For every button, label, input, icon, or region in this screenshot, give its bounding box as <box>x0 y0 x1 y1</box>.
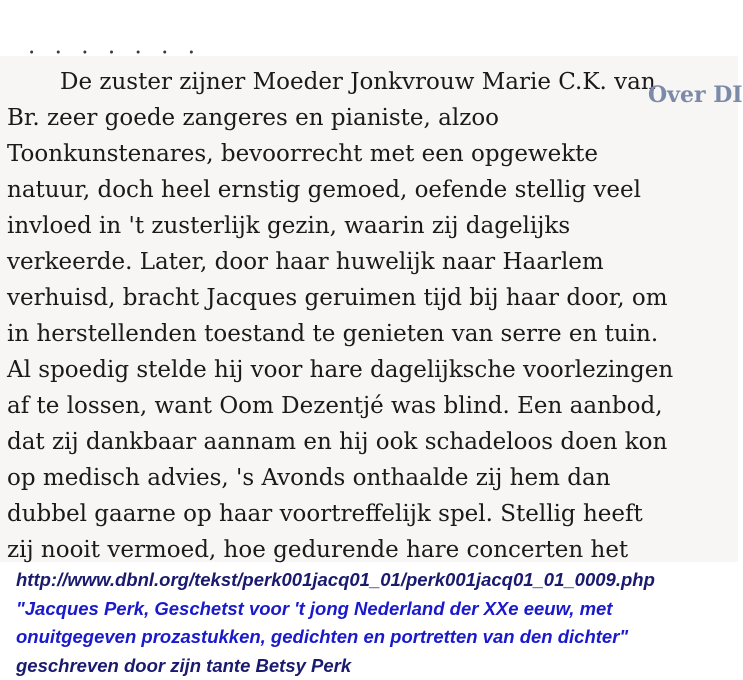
book-title-line-1: "Jacques Perk, Geschetst voor 't jong Nederland der XXe eeuw, met <box>16 597 613 619</box>
clipped-previous-line: · · · · · · · <box>28 40 202 66</box>
book-title-line-2: onuitgegeven prozastukken, gedichten en portretten van den dichter" <box>16 626 629 647</box>
paragraph-line: zij nooit vermoed, hoe gedurende hare concerten het <box>7 537 629 563</box>
source-url[interactable]: http://www.dbnl.org/tekst/perk001jacq01_01/perk001jacq01_01_0009.php <box>16 569 655 590</box>
paragraph-line: in herstellenden toestand te genieten van serre en tuin. <box>7 321 659 347</box>
paragraph-line: natuur, doch heel ernstig gemoed, oefende stellig veel <box>7 177 641 203</box>
paragraph-line: Br. zeer goede zangeres en pianiste, alzoo <box>7 105 500 131</box>
paragraph-line: De zuster zijner Moeder Jonkvrouw Marie C.K. van <box>60 69 656 95</box>
paragraph-line: invloed in 't zusterlijk gezin, waarin zij dagelijks <box>7 213 571 239</box>
paragraph-line: dubbel gaarne op haar voortreffelijk spel. Stellig heeft <box>7 501 643 527</box>
paragraph-line: af te lossen, want Oom Dezentjé was blind. Een aanbod, <box>7 393 663 419</box>
paragraph-line: verkeerde. Later, door haar huwelijk naar Haarlem <box>7 249 604 275</box>
body-paragraph <box>7 64 735 568</box>
text-panel <box>0 40 743 563</box>
paragraph-line: Al spoedig stelde hij voor hare dagelijksche voorlezingen <box>7 357 674 383</box>
paragraph-line: Toonkunstenares, bevoorrecht met een opgewekte <box>7 141 599 167</box>
paragraph-line: op medisch advies, 's Avonds onthaalde zij hem dan <box>7 465 611 491</box>
author-line: geschreven door zijn tante Betsy Perk <box>16 654 352 676</box>
over-side-tab[interactable]: Over DI <box>648 82 743 108</box>
paragraph-line: verhuisd, bracht Jacques geruimen tijd bij haar door, om <box>7 285 668 311</box>
source-caption <box>16 566 731 680</box>
paragraph-line: dat zij dankbaar aannam en hij ook schadeloos doen kon <box>7 429 668 455</box>
